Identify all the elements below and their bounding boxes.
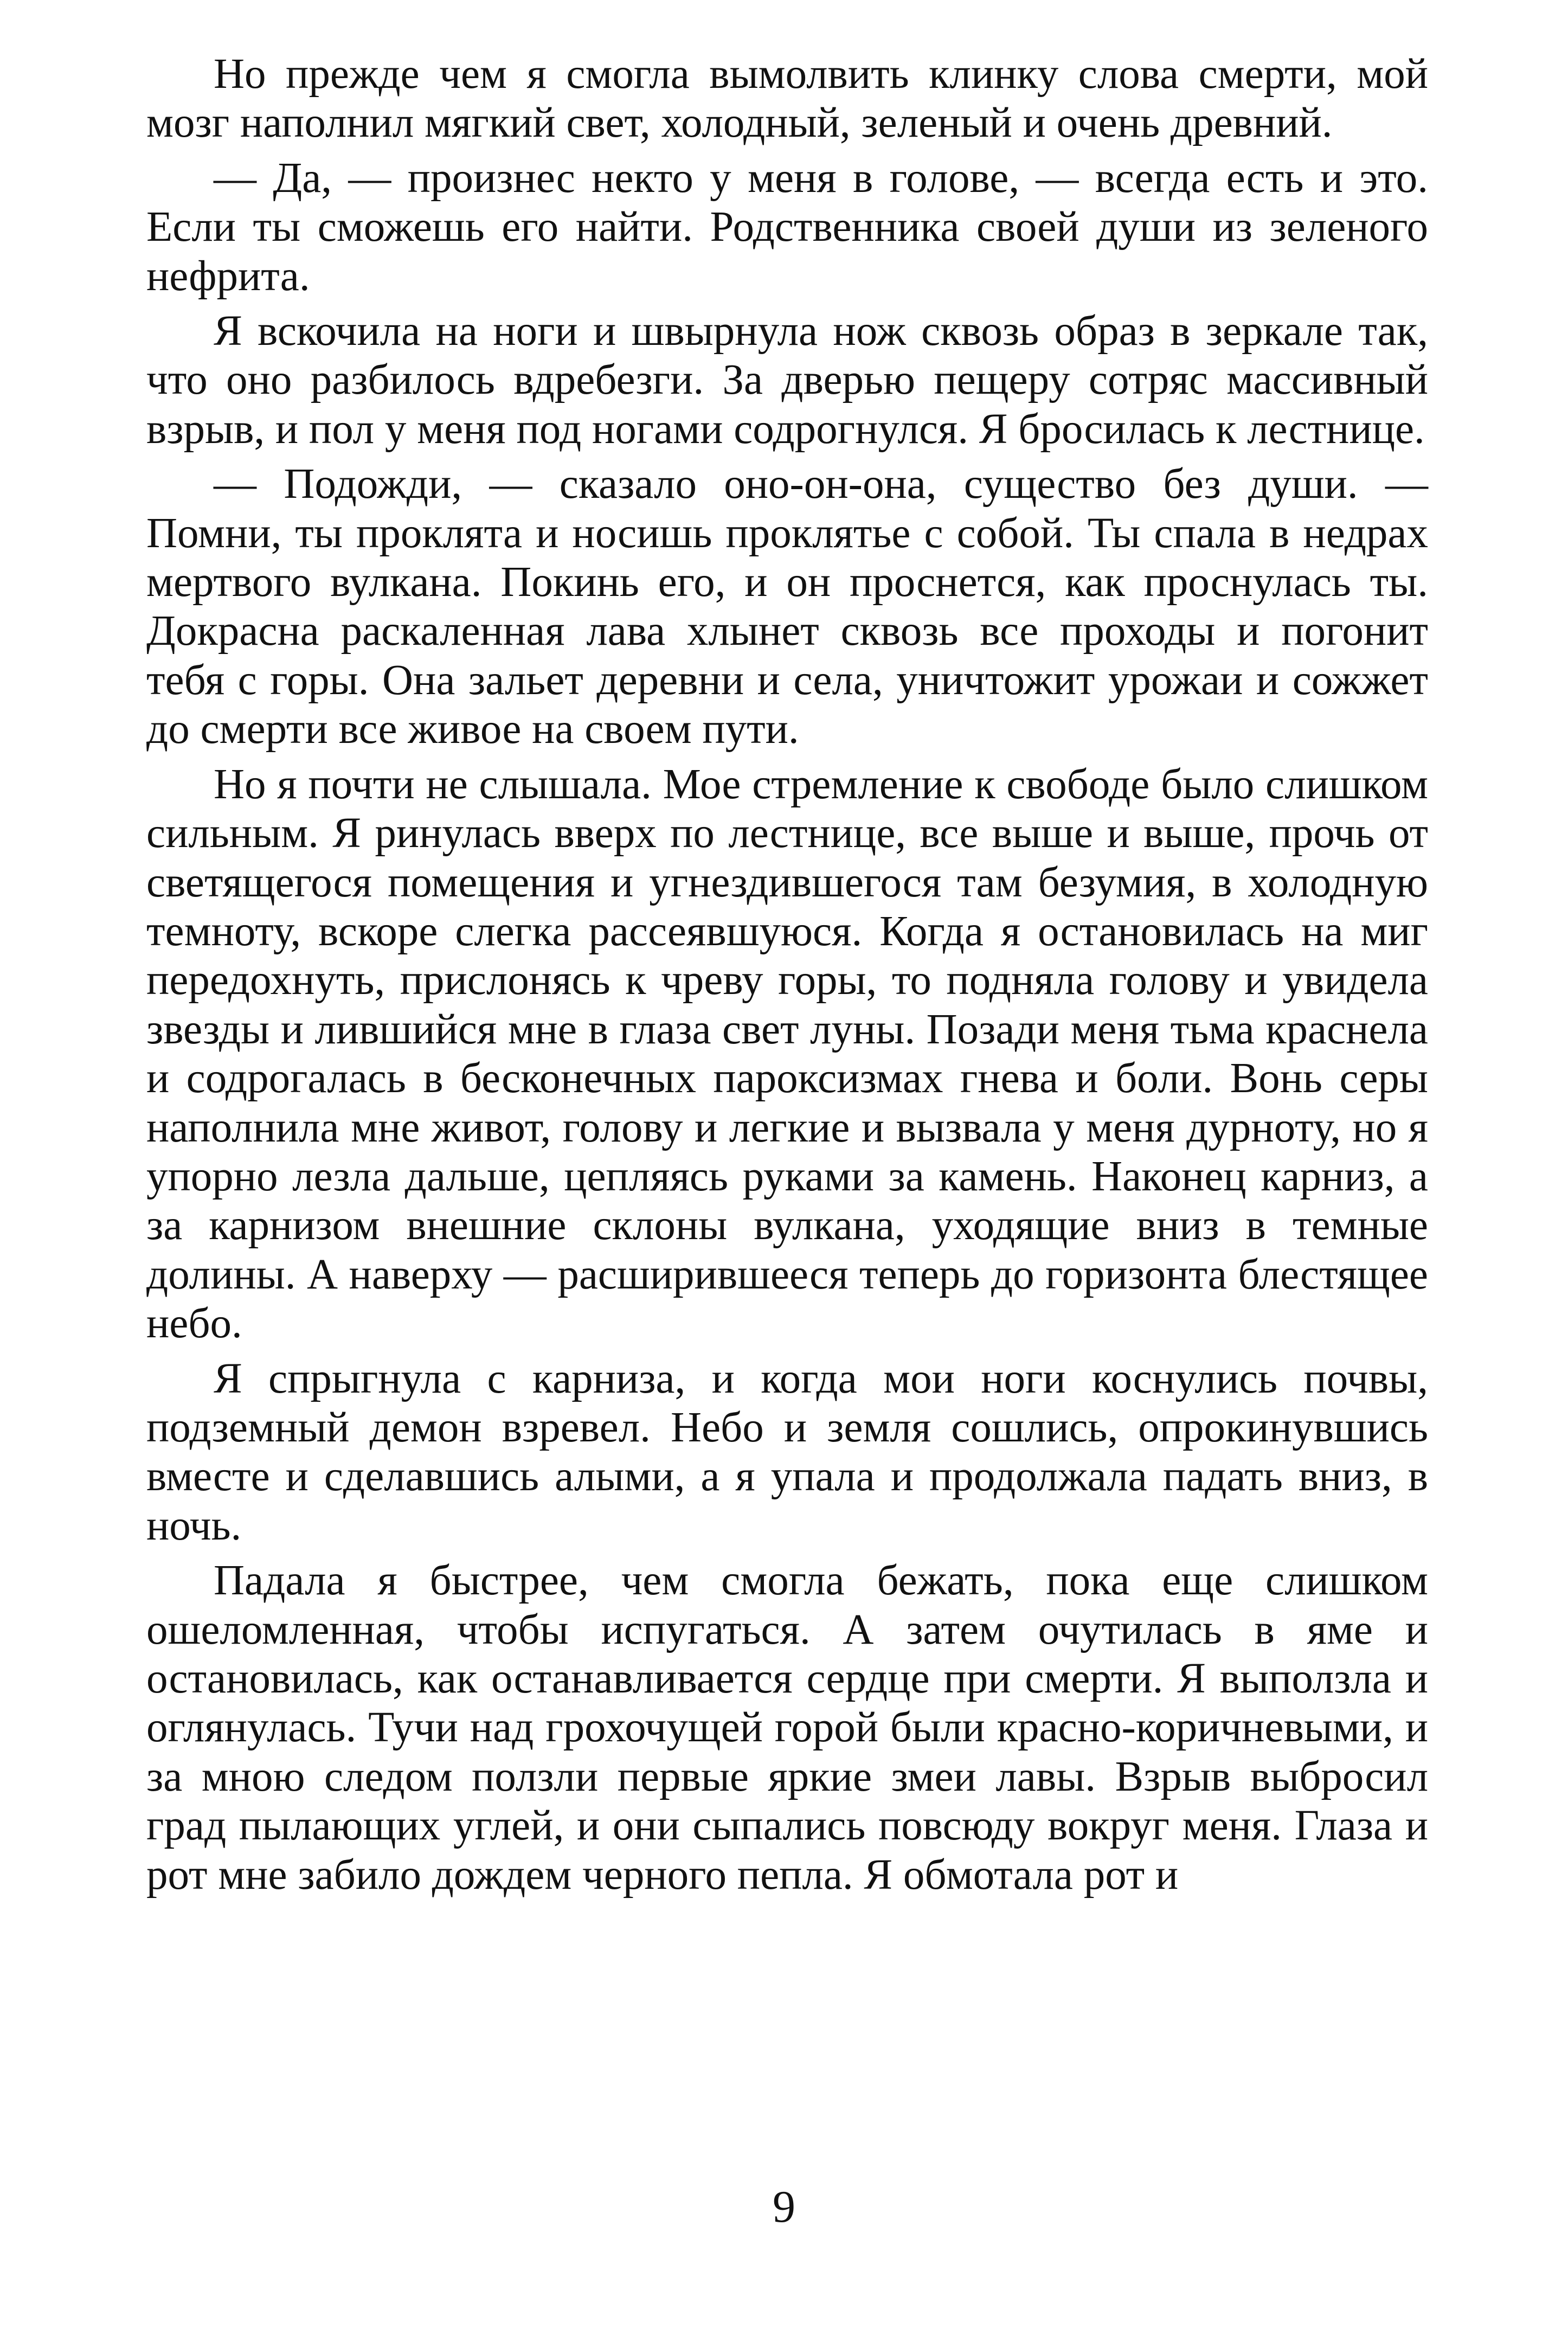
paragraph-5: Но я почти не слышала. Мое стремление к свободе было слишком сильным. Я ринулась вверх по лестнице, все выше и выше, прочь от светящегося помещения и угнездившегося там безумия, в холодную темноту, вскоре слегка рассеявшуюся. Когда я остановилась на миг передохнуть, прислонясь к чреву горы, то подняла голову и увидела звезды и лившийся мне в глаза свет луны. Позади меня тьма краснела и содрогалась в бесконечных пароксизмах гнева и боли. Вонь серы наполнила мне живот, голову и легкие и вызвала у меня дурноту, но я упорно лезла дальше, цепляясь руками за камень. Наконец карниз, а за карнизом внешние склоны вулкана, уходящие вниз в темные долины. А наверху — расширившееся теперь до горизонта блестящее небо. xyxy=(146,760,1428,1348)
body-text xyxy=(146,50,1428,1906)
page-number: 9 xyxy=(773,2182,795,2232)
paragraph-1: Но прежде чем я смогла вымолвить клинку слова смерти, мой мозг наполнил мягкий свет, холодный, зеленый и очень древний. xyxy=(146,50,1428,147)
paragraph-3: Я вскочила на ноги и швырнула нож сквозь образ в зеркале так, что оно разбилось вдребезги. За дверью пещеру сотряс массивный взрыв, и пол у меня под ногами содрогнулся. Я бросилась к лестнице. xyxy=(146,307,1428,453)
paragraph-2: — Да, — произнес некто у меня в голове, — всегда есть и это. Если ты сможешь его найти. Родственника своей души из зеленого нефрита. xyxy=(146,154,1428,300)
paragraph-6: Я спрыгнула с карниза, и когда мои ноги коснулись почвы, подземный демон взревел. Небо и земля сошлись, опрокинувшись вместе и сделавшись алыми, а я упала и продолжала падать вниз, в ночь. xyxy=(146,1355,1428,1549)
paragraph-7: Падала я быстрее, чем смогла бежать, пока еще слишком ошеломленная, чтобы испугаться. А затем очутилась в яме и остановилась, как останавливается сердце при смерти. Я выползла и оглянулась. Тучи над грохочущей горой были красно-коричневыми, и за мною следом ползли первые яркие змеи лавы. Взрыв выбросил град пылающих углей, и они сыпались повсюду вокруг меня. Глаза и рот мне забило дождем черного пепла. Я обмотала рот и xyxy=(146,1557,1428,1899)
paragraph-4: — Подожди, — сказало оно-он-она, существо без души. — Помни, ты проклята и носишь проклятье с собой. Ты спала в недрах мертвого вулкана. Покинь его, и он проснется, как проснулась ты. Докрасна раскаленная лава хлынет сквозь все проходы и погонит тебя с горы. Она зальет деревни и села, уничтожит урожаи и сожжет до смерти все живое на своем пути. xyxy=(146,460,1428,753)
